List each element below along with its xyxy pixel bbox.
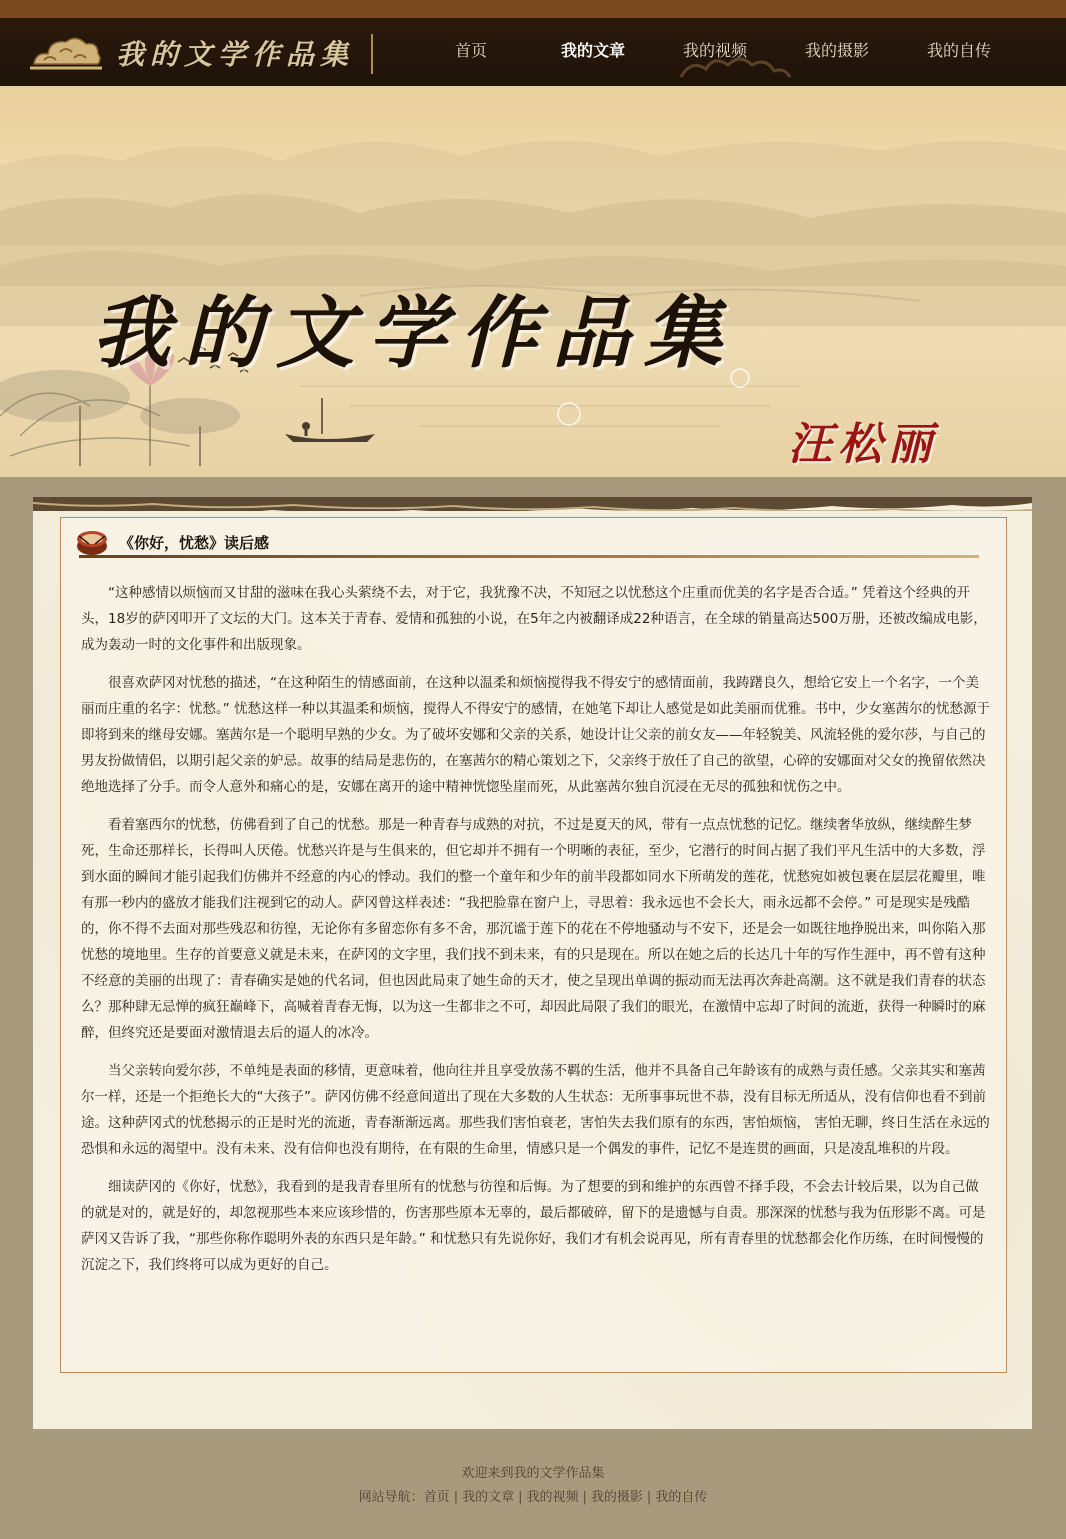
site-logo[interactable] (30, 30, 354, 76)
article-body (81, 580, 991, 1290)
article-title: 《你好，忧愁》读后感 (119, 533, 270, 552)
footer-link-my-photography[interactable]: 我的摄影 (590, 1490, 643, 1505)
footer-link-my-articles[interactable]: 我的文章 (462, 1490, 515, 1505)
nav-item-my-videos[interactable]: 我的视频 (682, 41, 747, 60)
title-divider (79, 555, 979, 558)
article-header (75, 528, 975, 556)
footer-link-my-autobiography[interactable]: 我的自传 (655, 1490, 708, 1505)
banner-title: 我的文学作品集 (92, 288, 737, 379)
main-nav (410, 38, 1020, 61)
nav-item-my-articles[interactable]: 我的文章 (560, 41, 625, 60)
hero-banner (0, 86, 1066, 477)
footer-nav (0, 1486, 1066, 1510)
article-paragraph: 细读萨冈的《你好，忧愁》，我看到的是我青春里所有的忧愁与彷徨和后悔。为了想要的到和维护的东西曾不择手段，不会去计较后果，以为自己做的就是对的，就是好的，却忽视那些本来应该珍惜的，伤害那些原本无辜的，最后都破碎，留下的是遗憾与自责。那深深的忧愁与我为伍形影不离。可是萨冈又告诉了我，“那些你称作聪明外表的东西只是年龄。” 和忧愁只有先说你好，我们才有机会说再见，所有青春里的忧愁都会化作历练，在时间慢慢的沉淀之下，我们终将可以成为更好的自己。 (81, 1179, 986, 1273)
drum-icon (75, 528, 109, 556)
article-paragraph: “这种感情以烦恼而又甘甜的滋味在我心头萦绕不去，对于它，我犹豫不决，不知冠之以忧愁这个庄重而优美的名字是否合适。” 凭着这个经典的开头，18岁的萨冈叩开了文坛的大门。这本关于青春、爱情和孤独的小说，在5年之内被翻译成22种语言，在全球的销量高达500万册，还被改编成电影，成为轰动一时的文化事件和出版现象。 (81, 585, 987, 653)
content-paper (33, 497, 1032, 1429)
nav-item-my-photography[interactable]: 我的摄影 (804, 41, 869, 60)
footer-welcome: 欢迎来到我的文学作品集 (461, 1466, 605, 1481)
article-paragraph: 很喜欢萨冈对忧愁的描述，“在这种陌生的情感面前，在这种以温柔和烦恼搅得我不得安宁的感情面前，我踌躇良久，想给它安上一个名字，一个美丽而庄重的名字：忧愁。” 忧愁这样一种以其温柔和烦恼，搅得人不得安宁的感情，在她笔下却让人感觉是如此美丽而优雅。书中，少女塞茜尔的忧愁源于即将到来的继母安娜。塞茜尔是一个聪明早熟的少女。为了破坏安娜和父亲的关系，她设计让父亲的前女友——年轻貌美、风流轻佻的爱尔莎，与自己的男友扮做情侣，以期引起父亲的妒忌。故事的结局是悲伤的，在塞茜尔的精心策划之下，父亲终于放任了自己的欲望，心碎的安娜面对父女的挽留依然决绝地选择了分手。而令人意外和痛心的是，安娜在离开的途中精神恍惚坠崖而死，从此塞茜尔独自沉浸在无尽的孤独和忧伤之中。 (81, 675, 991, 795)
footer-separator: | (582, 1490, 587, 1505)
footer-separator: | (518, 1490, 523, 1505)
nav-item-home[interactable]: 首页 (454, 41, 487, 60)
footer-link-home[interactable]: 首页 (423, 1490, 450, 1505)
footer-separator: | (646, 1490, 652, 1505)
footer-separator: | (453, 1490, 459, 1505)
nav-divider (371, 34, 373, 74)
article-paragraph: 当父亲转向爱尔莎，不单纯是表面的移情，更意味着，他向往并且享受放荡不羁的生活，他并不具备自己年龄该有的成熟与责任感。父亲其实和塞茜尔一样，还是一个拒绝长大的“大孩子”。萨冈仿佛不经意间道出了现在大多数的人生状态：无所事事玩世不恭，没有目标无所适从，没有信仰也看不到前途。这种萨冈式的忧愁揭示的正是时光的流逝，青春渐渐远离。那些我们害怕衰老，害怕失去我们原有的东西，害怕烦恼， 害怕无聊，终日生活在永远的恐惧和永远的渴望中。没有未来、没有信仰也没有期待，在有限的生命里，情感只是一个偶发的事件，记忆不是连贯的画面，只是凌乱堆积的片段。 (81, 1063, 990, 1157)
top-navigation-bar (0, 0, 1066, 86)
footer-nav-label: 网站导航： (358, 1490, 424, 1505)
site-footer (0, 1462, 1066, 1510)
footer-link-my-videos[interactable]: 我的视频 (526, 1490, 579, 1505)
banner-author: 汪松丽 (788, 419, 938, 470)
article-paragraph: 看着塞西尔的忧愁，仿佛看到了自己的忧愁。那是一种青春与成熟的对抗，不过是夏天的风，带有一点点忧愁的记忆。继续奢华放纵，继续醉生梦死，生命还那样长，长得叫人厌倦。忧愁兴许是与生俱来的，但它却并不拥有一个明晰的表征，至少，它潜行的时间占据了我们平凡生活中的大多数，浮到水面的瞬间才能引起我们仿佛并不经意的内心的悸动。我们的整一个童年和少年的前半段都如同水下所萌发的莲花，忧愁宛如被包裹在层层花瓣里，唯有那一秒内的盛放才能我们注视到它的动人。萨冈曾这样表述：“我把脸靠在窗户上，寻思着：我永远也不会长大，雨永远都不会停。” 可是现实是残酷的，你不得不去面对那些残忍和彷徨，无论你有多留恋你有多不舍，那沉谧于莲下的花在不停地骚动与不安下，还是会一如既往地挣脱出来，叫你陷入那忧愁的境地里。生存的首要意义就是未来，在萨冈的文字里，我们找不到未来，有的只是现在。所以在她之后的长达几十年的写作生涯中，再不曾有这种不经意的美丽的出现了：青春确实是她的代名词，但也因此局束了她生命的天才，使之呈现出单调的振动而无法再次奔赴高潮。这不就是我们青春的状态么？那种肆无忌惮的疯狂巅峰下，高喊着青春无悔，以为这一生都非之不可，却因此局限了我们的眼光，在激情中忘却了时间的流逝，获得一种瞬时的麻醉，但终究还是要面对激情退去后的逼人的冰冷。 (81, 817, 986, 1041)
nav-item-my-autobiography[interactable]: 我的自传 (926, 41, 991, 60)
auspicious-cloud-icon (30, 34, 102, 72)
logo-text: 我的文学作品集 (116, 38, 355, 71)
torn-paper-edge (33, 497, 1032, 511)
article-card (60, 517, 1007, 1373)
